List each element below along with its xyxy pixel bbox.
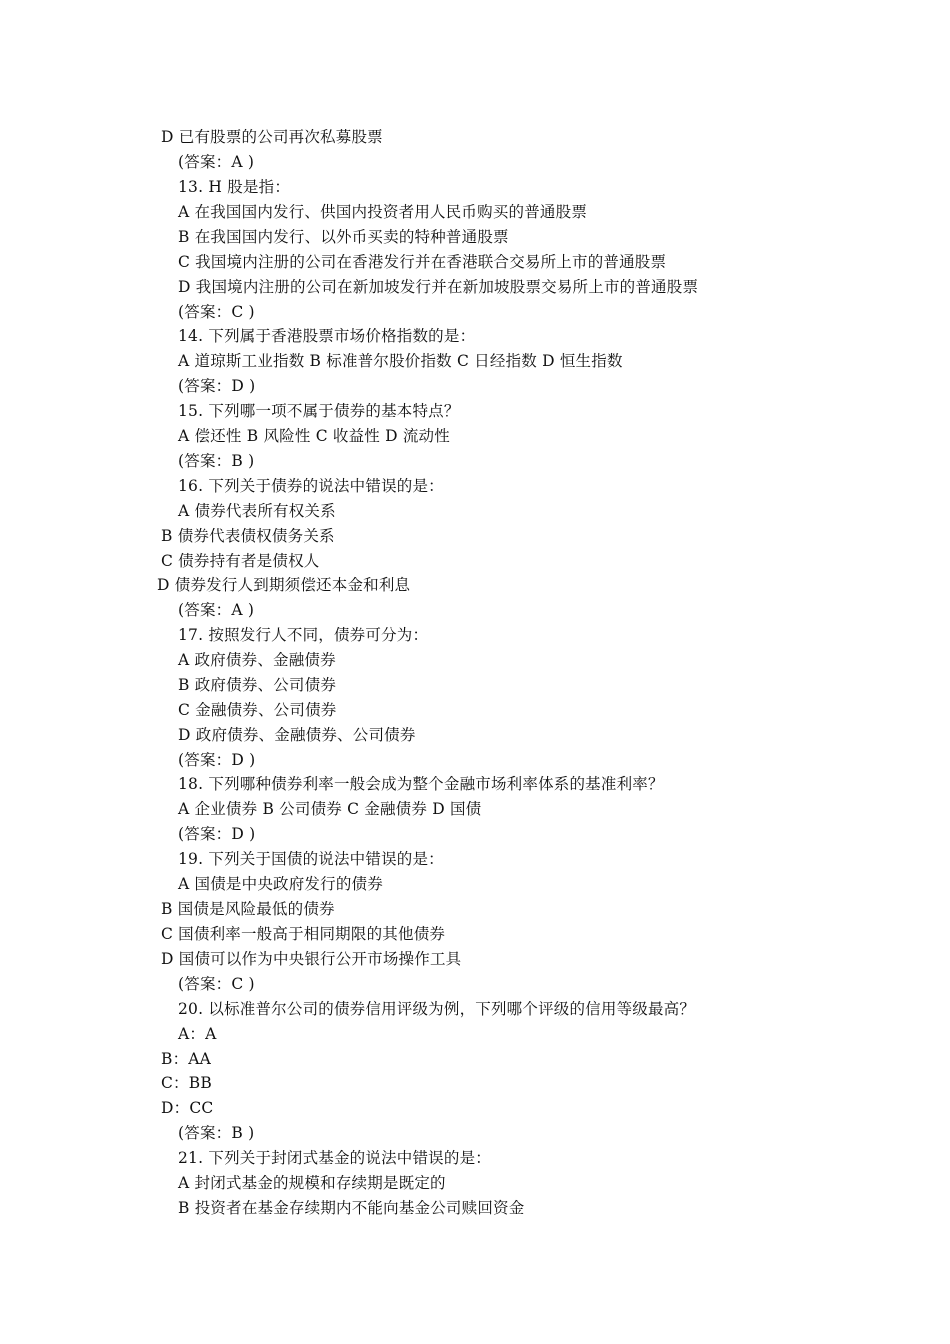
- answer-line: (答案：C ): [178, 303, 255, 321]
- option-line: D 政府债券、金融债券、公司债券: [178, 726, 416, 744]
- option-line: A 国债是中央政府发行的债券: [178, 875, 383, 893]
- option-line: B 在我国国内发行、以外币买卖的特种普通股票: [178, 228, 509, 246]
- answer-line: (答案：D ): [178, 825, 256, 843]
- answer-line: (答案：B ): [178, 1124, 255, 1142]
- option-line: C 债券持有者是债权人: [161, 552, 320, 570]
- answer-line: (答案：B ): [178, 452, 255, 470]
- option-line: A 道琼斯工业指数 B 标准普尔股价指数 C 日经指数 D 恒生指数: [178, 352, 623, 370]
- option-line: A 偿还性 B 风险性 C 收益性 D 流动性: [178, 427, 450, 445]
- option-line: A 企业债券 B 公司债券 C 金融债券 D 国债: [178, 800, 482, 818]
- question-line: 20. 以标准普尔公司的债券信用评级为例，下列哪个评级的信用等级最高？: [178, 1000, 696, 1018]
- option-line: D 债券发行人到期须偿还本金和利息: [157, 576, 411, 594]
- question-line: 17. 按照发行人不同，债券可分为：: [178, 626, 429, 644]
- option-line: C 金融债券、公司债券: [178, 701, 337, 719]
- question-line: 18. 下列哪种债券利率一般会成为整个金融市场利率体系的基准利率？: [178, 775, 664, 793]
- option-line: B 国债是风险最低的债券: [161, 900, 335, 918]
- option-line: C 国债利率一般高于相同期限的其他债券: [161, 925, 446, 943]
- option-line: B 债券代表债权债务关系: [161, 527, 335, 545]
- answer-line: (答案：A ): [178, 153, 255, 171]
- option-line: C：BB: [161, 1074, 212, 1092]
- question-line: 13. H 股是指：: [178, 178, 291, 196]
- question-line: 14. 下列属于香港股票市场价格指数的是：: [178, 327, 476, 345]
- option-line: A 政府债券、金融债券: [178, 651, 336, 669]
- option-line: A：A: [178, 1025, 217, 1043]
- question-line: 19. 下列关于国债的说法中错误的是：: [178, 850, 444, 868]
- option-line: A 封闭式基金的规模和存续期是既定的: [178, 1174, 446, 1192]
- question-line: 15. 下列哪一项不属于债券的基本特点？: [178, 402, 460, 420]
- answer-line: (答案：C ): [178, 975, 255, 993]
- option-line: C 我国境内注册的公司在香港发行并在香港联合交易所上市的普通股票: [178, 253, 667, 271]
- option-line: D 国债可以作为中央银行公开市场操作工具: [161, 950, 462, 968]
- answer-line: (答案：D ): [178, 377, 256, 395]
- option-line: B 政府债券、公司债券: [178, 676, 337, 694]
- option-line: D：CC: [161, 1099, 214, 1117]
- option-line: B 投资者在基金存续期内不能向基金公司赎回资金: [178, 1199, 525, 1217]
- option-line: A 债券代表所有权关系: [178, 502, 336, 520]
- question-line: 21. 下列关于封闭式基金的说法中错误的是：: [178, 1149, 491, 1167]
- text-line: D 已有股票的公司再次私募股票: [161, 128, 383, 146]
- answer-line: (答案：D ): [178, 751, 256, 769]
- option-line: D 我国境内注册的公司在新加坡发行并在新加坡股票交易所上市的普通股票: [178, 278, 699, 296]
- answer-line: (答案：A ): [178, 601, 255, 619]
- option-line: A 在我国国内发行、供国内投资者用人民币购买的普通股票: [178, 203, 588, 221]
- option-line: B：AA: [161, 1050, 212, 1068]
- question-line: 16. 下列关于债券的说法中错误的是：: [178, 477, 444, 495]
